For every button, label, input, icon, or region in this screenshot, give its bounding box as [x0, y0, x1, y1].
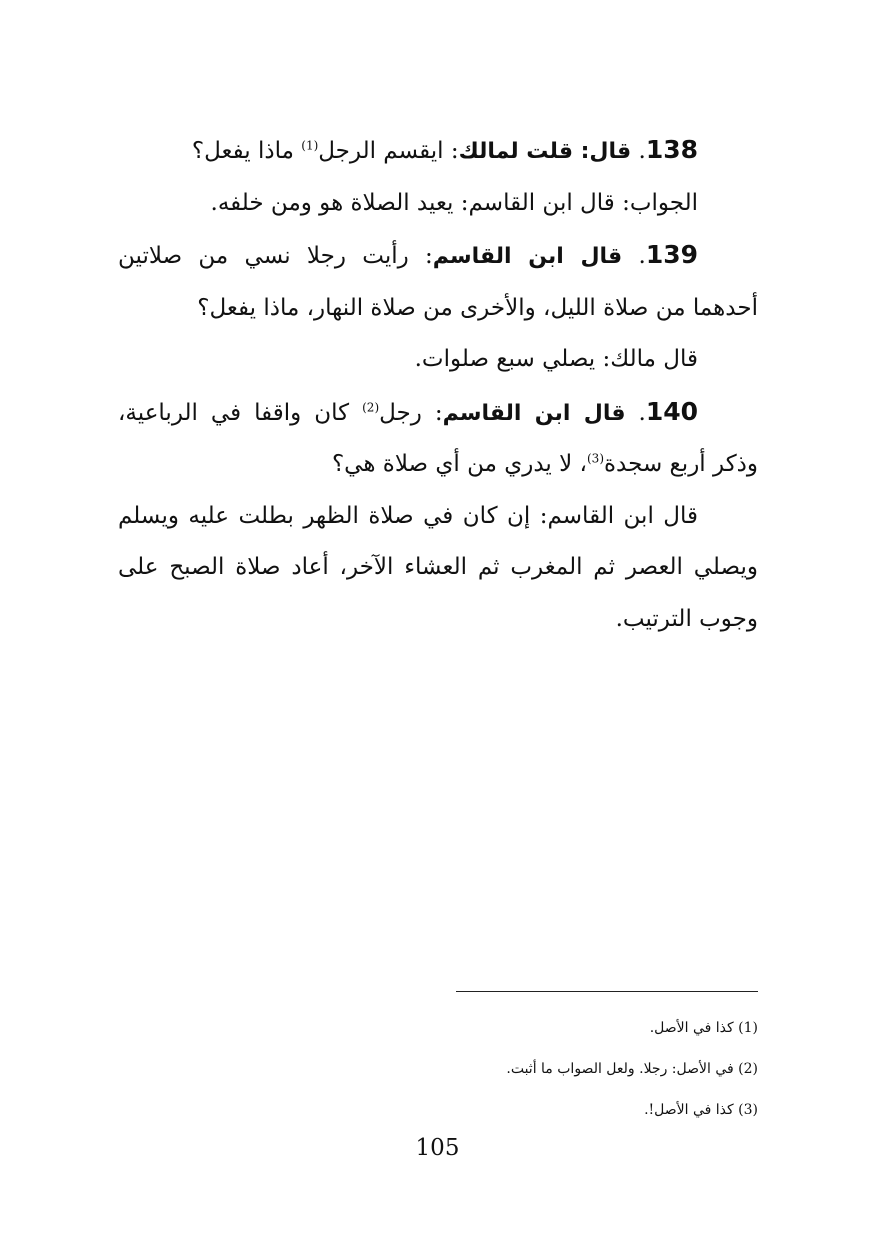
paragraph-text: ، لا يدري من أي صلاة هي؟: [331, 451, 587, 477]
footnote-ref-1: (1): [301, 138, 319, 153]
question-number: 138: [645, 135, 698, 164]
footnotes: [300, 1008, 758, 1131]
paragraph-139: 139. قال ابن القاسم: رأيت رجلا نسي من صلاتين أحدهما من صلاة الليل، والأخرى من صلاة النهار، ماذا يفعل؟: [118, 240, 758, 321]
main-text: [118, 124, 758, 645]
question-number: 139: [645, 240, 698, 269]
paragraph-text: ماذا يفعل؟: [191, 138, 302, 164]
speaker-label: قال: قلت لمالك: [458, 139, 632, 164]
footnote-2: (2) في الأصل: رجلا. ولعل الصواب ما أثبت.: [506, 1061, 758, 1077]
paragraph-text: : رأيت رجلا نسي من صلاتين أحدهما من صلاة الليل، والأخرى من صلاة النهار، ماذا يفعل؟: [118, 243, 758, 321]
paragraph-answer-138: الجواب: قال ابن القاسم: يعيد الصلاة هو ومن خلفه.: [210, 189, 698, 216]
footnote-divider: [456, 991, 758, 992]
paragraph-text: : ايقسم الرجل: [318, 138, 459, 164]
paragraph-text: كان واقفا في الرباعية، وذكر أربع سجدة: [118, 399, 758, 477]
footnote-ref-3: (3): [586, 451, 604, 466]
footnote-1: (1) كذا في الأصل.: [649, 1020, 758, 1036]
footnote-ref-2: (2): [362, 399, 380, 414]
paragraph-140: 140. قال ابن القاسم: رجل$^{(2)}$ كان واقفا في الرباعية، وذكر أربع سجدة$^{(3)}$، لا يدري من أي صلاة هي؟: [118, 396, 758, 477]
footnote-3: (3) كذا في الأصل!.: [644, 1102, 758, 1118]
paragraph-138: 138. قال: قلت لمالك: ايقسم الرجل$^{(1)}$ ماذا يفعل؟: [191, 135, 698, 164]
speaker-label: قال ابن القاسم: [432, 244, 623, 269]
paragraph-answer-140: قال ابن القاسم: إن كان في صلاة الظهر بطلت عليه ويسلم ويصلي العصر ثم المغرب ثم العشاء الآخر، أعاد صلاة الصبح على وجوب الترتيب.: [118, 502, 758, 632]
question-number: 140: [645, 396, 699, 426]
paragraph-text: : رجل: [379, 399, 443, 426]
speaker-label: قال ابن القاسم: [442, 400, 626, 426]
page-number: 105: [415, 1135, 460, 1161]
paragraph-answer-139: قال مالك: يصلي سبع صلوات.: [414, 346, 698, 372]
